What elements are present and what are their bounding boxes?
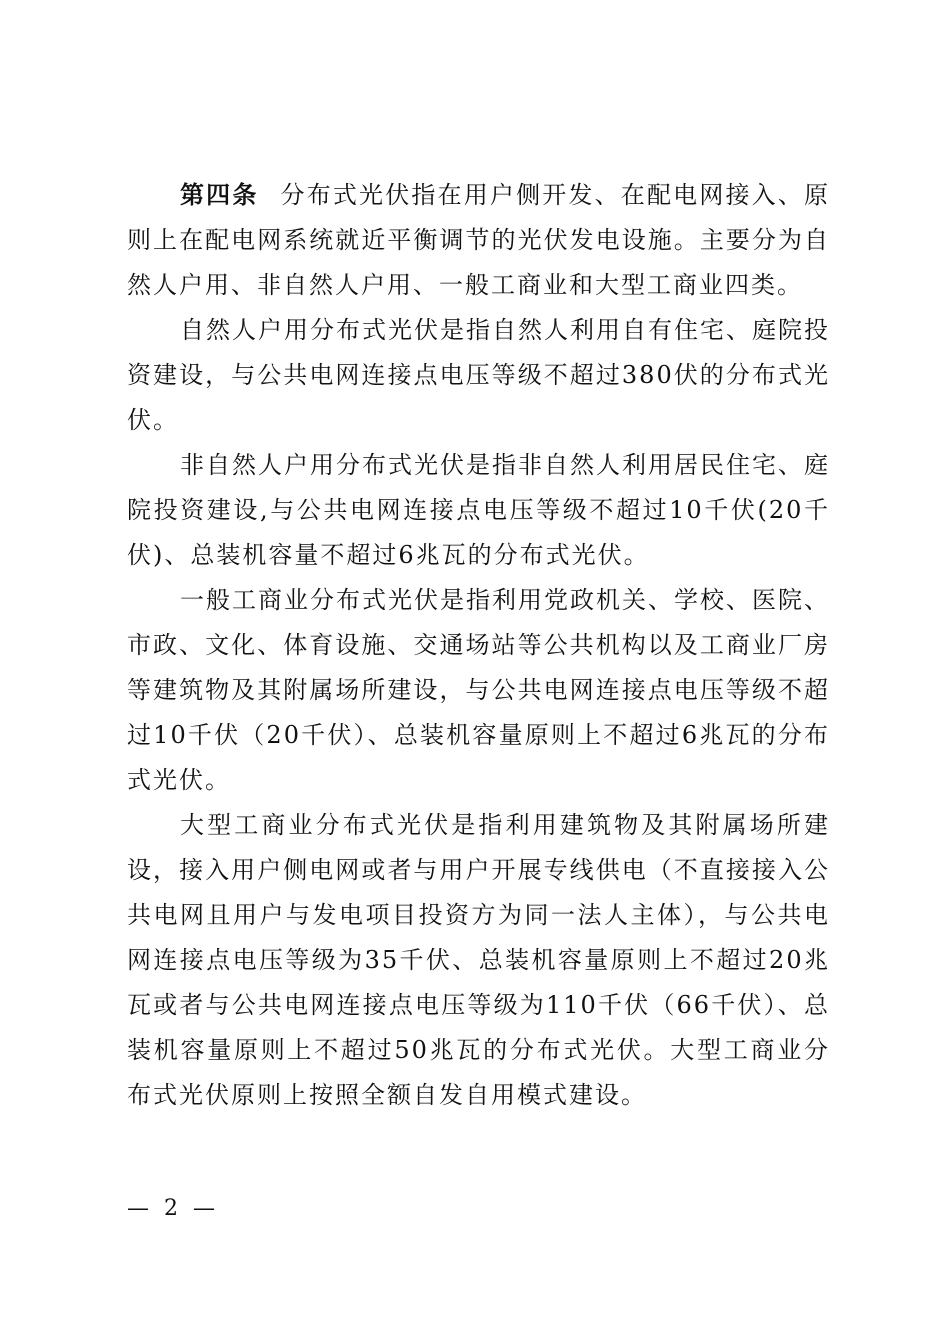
article-label: 第四条: [180, 180, 259, 209]
article-paragraph: [127, 172, 830, 308]
paragraph-non-natural-person: 非自然人户用分布式光伏是指非自然人利用居民住宅、庭院投资建设,与公共电网连接点电压等级不超过10千伏(20千伏)、总装机容量不超过6兆瓦的分布式光伏。: [127, 451, 830, 569]
paragraph-natural-person: 自然人户用分布式光伏是指自然人利用自有住宅、庭院投资建设，与公共电网连接点电压等级不超过380伏的分布式光伏。: [127, 316, 830, 434]
page-number: — 2 —: [127, 1196, 219, 1221]
paragraph-large-commercial: 大型工商业分布式光伏是指利用建筑物及其附属场所建设，接入用户侧电网或者与用户开展专线供电（不直接接入公共电网且用户与发电项目投资方为同一法人主体），与公共电网连接点电压等级为35千伏、总装机容量原则上不超过20兆瓦或者与公共电网连接点电压等级为110千伏（66千伏）、总装机容量原则上不超过50兆瓦的分布式光伏。大型工商业分布式光伏原则上按照全额自发自用模式建设。: [127, 811, 830, 1109]
paragraph-general-commercial: 一般工商业分布式光伏是指利用党政机关、学校、医院、市政、文化、体育设施、交通场站等公共机构以及工商业厂房等建筑物及其附属场所建设，与公共电网连接点电压等级不超过10千伏（20千伏）、总装机容量原则上不超过6兆瓦的分布式光伏。: [127, 586, 830, 794]
document-body: [127, 172, 830, 1118]
article-text: 分布式光伏指在用户侧开发、在配电网接入、原则上在配电网系统就近平衡调节的光伏发电设施。主要分为自然人户用、非自然人户用、一般工商业和大型工商业四类。: [127, 181, 831, 299]
